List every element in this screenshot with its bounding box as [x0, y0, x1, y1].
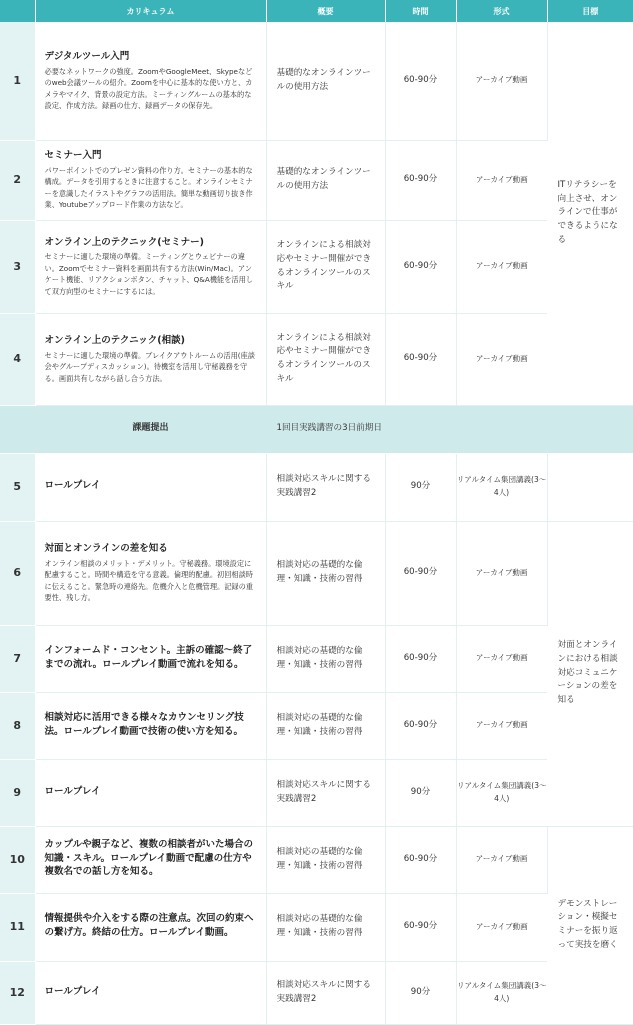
- goal-cell: ITリテラシーを向上させ、オンラインで仕事ができるようになる: [547, 22, 633, 405]
- header-curriculum: カリキュラム: [35, 0, 266, 22]
- goal-blank-cell: [547, 453, 633, 521]
- row-number: 2: [0, 140, 35, 220]
- curriculum-title: デジタルツール入門: [44, 50, 130, 62]
- overview-cell: 相談対応の基礎的な倫理・知識・技術の習得: [266, 893, 385, 961]
- format-cell: アーカイブ動画: [456, 826, 547, 893]
- curriculum-cell: [35, 692, 266, 759]
- row-number: 6: [0, 521, 35, 625]
- curriculum-title: ロールプレイ: [44, 785, 101, 797]
- curriculum-cell: [35, 759, 266, 826]
- curriculum-cell: [35, 893, 266, 961]
- submission-row: [0, 405, 633, 453]
- submission-spacer: [0, 405, 35, 453]
- overview-cell: 基礎的なオンラインツールの使用方法: [266, 140, 385, 220]
- curriculum-cell: [35, 220, 266, 313]
- format-cell: アーカイブ動画: [456, 140, 547, 220]
- time-cell: 60-90分: [385, 140, 456, 220]
- row-number: 4: [0, 313, 35, 405]
- header-time: 時間: [385, 0, 456, 22]
- curriculum-cell: [35, 826, 266, 893]
- time-cell: 90分: [385, 453, 456, 521]
- row-number: 9: [0, 759, 35, 826]
- curriculum-title: 対面とオンラインの差を知る: [44, 543, 168, 555]
- table-row: [0, 826, 633, 893]
- table-row: [0, 313, 633, 405]
- curriculum-title: インフォームド・コンセント。主訴の確認～終了までの流れ。ロールプレイ動画で流れを知る。: [44, 644, 253, 670]
- time-cell: 60-90分: [385, 893, 456, 961]
- curriculum-description: 必要なネットワークの強度。ZoomやGoogleMeet、Skypeなどのweb会議ツールの紹介。Zoomを中心に基本的な使い方と、カメラやマイク、背景の設定方法。ミーティングルームの基本的な設定、作成方法。録画の仕方、録画データの保存先。: [44, 66, 253, 111]
- table-row: [0, 22, 633, 140]
- goal-cell: デモンストレーション・模擬セミナーを振り返って実技を磨く: [547, 826, 633, 1024]
- header-format: 形式: [456, 0, 547, 22]
- curriculum-cell: [35, 313, 266, 405]
- overview-cell: 相談対応の基礎的な倫理・知識・技術の習得: [266, 692, 385, 759]
- curriculum-title: カップルや親子など、複数の相談者がいた場合の知識・スキル。ロールプレイ動画で配慮の仕方や複数名での話し方を知る。: [44, 838, 254, 878]
- curriculum-title: ロールプレイ: [44, 480, 101, 492]
- format-cell: リアルタイム集団講義(3～4人): [456, 961, 547, 1024]
- row-number: 1: [0, 22, 35, 140]
- curriculum-cell: [35, 22, 266, 140]
- curriculum-cell: [35, 453, 266, 521]
- table-row: [0, 140, 633, 220]
- curriculum-description: セミナーに適した環境の準備。ブレイクアウトルームの活用(座談会やグループディスカッション)。待機室を活用し守秘義務を守る。画面共有しながら話し合う方法。: [44, 350, 255, 383]
- time-cell: 60-90分: [385, 625, 456, 692]
- overview-cell: 相談対応スキルに関する実践講習2: [266, 961, 385, 1024]
- overview-cell: 相談対応スキルに関する実践講習2: [266, 759, 385, 826]
- format-cell: アーカイブ動画: [456, 521, 547, 625]
- overview-cell: 相談対応の基礎的な倫理・知識・技術の習得: [266, 826, 385, 893]
- curriculum-title: セミナー入門: [44, 150, 102, 162]
- curriculum-description: セミナーに適した環境の準備。ミーティングとウェビナーの違い。Zoomでセミナー資料を画面共有する方法(Win/Mac)。アンケート機能、リアクションボタン、チャット、Q&A機能を活用して双方向型のセミナーにするには。: [44, 252, 253, 296]
- submission-deadline: 1回目実践講習の3日前期日: [266, 405, 633, 453]
- row-number: 3: [0, 220, 35, 313]
- time-cell: 60-90分: [385, 521, 456, 625]
- time-cell: 90分: [385, 961, 456, 1024]
- time-cell: 60-90分: [385, 22, 456, 140]
- curriculum-cell: [35, 625, 266, 692]
- curriculum-title: ロールプレイ: [44, 985, 101, 997]
- format-cell: アーカイブ動画: [456, 692, 547, 759]
- curriculum-description: パワーポイントでのプレゼン資料の作り方。セミナーの基本的な構成。データを引用するときに注意すること。オンラインセミナーを意識したイラストやグラフの活用法。簡単な動画切り抜き作業、Youtubeアップロード作業の方法など。: [44, 165, 253, 210]
- time-cell: 60-90分: [385, 826, 456, 893]
- time-cell: 90分: [385, 759, 456, 826]
- format-cell: アーカイブ動画: [456, 220, 547, 313]
- table-header-row: [0, 0, 633, 22]
- curriculum-cell: [35, 140, 266, 220]
- header-goal: 目標: [547, 0, 633, 22]
- goal-cell: 対面とオンラインにおける相談対応コミュニケーションの差を知る: [547, 521, 633, 826]
- overview-cell: 相談対応の基礎的な倫理・知識・技術の習得: [266, 625, 385, 692]
- row-number: 7: [0, 625, 35, 692]
- curriculum-description: オンライン相談のメリット・デメリット。守秘義務。環境設定に配慮すること。時間や構造を守る意義。倫理的配慮。初回相談時に伝えること。緊急時の連絡先。危機介入と危機管理。記録の重要性、残し方。: [44, 558, 253, 603]
- table-row: [0, 625, 633, 692]
- overview-cell: 相談対応の基礎的な倫理・知識・技術の習得: [266, 521, 385, 625]
- row-number: 12: [0, 961, 35, 1024]
- row-number: 8: [0, 692, 35, 759]
- curriculum-cell: [35, 961, 266, 1024]
- submission-label: 課題提出: [35, 405, 266, 453]
- table-row: [0, 893, 633, 961]
- header-number: [0, 0, 35, 22]
- table-row: [0, 521, 633, 625]
- overview-cell: 相談対応スキルに関する実践講習2: [266, 453, 385, 521]
- row-number: 11: [0, 893, 35, 961]
- format-cell: リアルタイム集団講義(3～4人): [456, 453, 547, 521]
- overview-cell: 基礎的なオンラインツールの使用方法: [266, 22, 385, 140]
- format-cell: アーカイブ動画: [456, 22, 547, 140]
- curriculum-title: 情報提供や介入をする際の注意点。次回の約束への繋げ方。終結の仕方。ロールプレイ動画。: [44, 913, 254, 938]
- format-cell: アーカイブ動画: [456, 313, 547, 405]
- table-row: [0, 692, 633, 759]
- curriculum-cell: [35, 521, 266, 625]
- table-row: [0, 759, 633, 826]
- format-cell: アーカイブ動画: [456, 893, 547, 961]
- curriculum-title: オンライン上のテクニック(相談): [44, 334, 185, 346]
- time-cell: 60-90分: [385, 313, 456, 405]
- format-cell: リアルタイム集団講義(3～4人): [456, 759, 547, 826]
- table-row: [0, 453, 633, 521]
- format-cell: アーカイブ動画: [456, 625, 547, 692]
- header-overview: 概要: [266, 0, 385, 22]
- row-number: 5: [0, 453, 35, 521]
- time-cell: 60-90分: [385, 220, 456, 313]
- row-number: 10: [0, 826, 35, 893]
- table-row: [0, 961, 633, 1024]
- time-cell: 60-90分: [385, 692, 456, 759]
- curriculum-title: オンライン上のテクニック(セミナー): [44, 236, 204, 248]
- table-row: [0, 220, 633, 313]
- overview-cell: オンラインによる相談対応やセミナー開催ができるオンラインツールのスキル: [266, 313, 385, 405]
- overview-cell: オンラインによる相談対応やセミナー開催ができるオンラインツールのスキル: [266, 220, 385, 313]
- curriculum-title: 相談対応に活用できる様々なカウンセリング技法。ロールプレイ動画で技術の使い方を知る。: [44, 711, 244, 737]
